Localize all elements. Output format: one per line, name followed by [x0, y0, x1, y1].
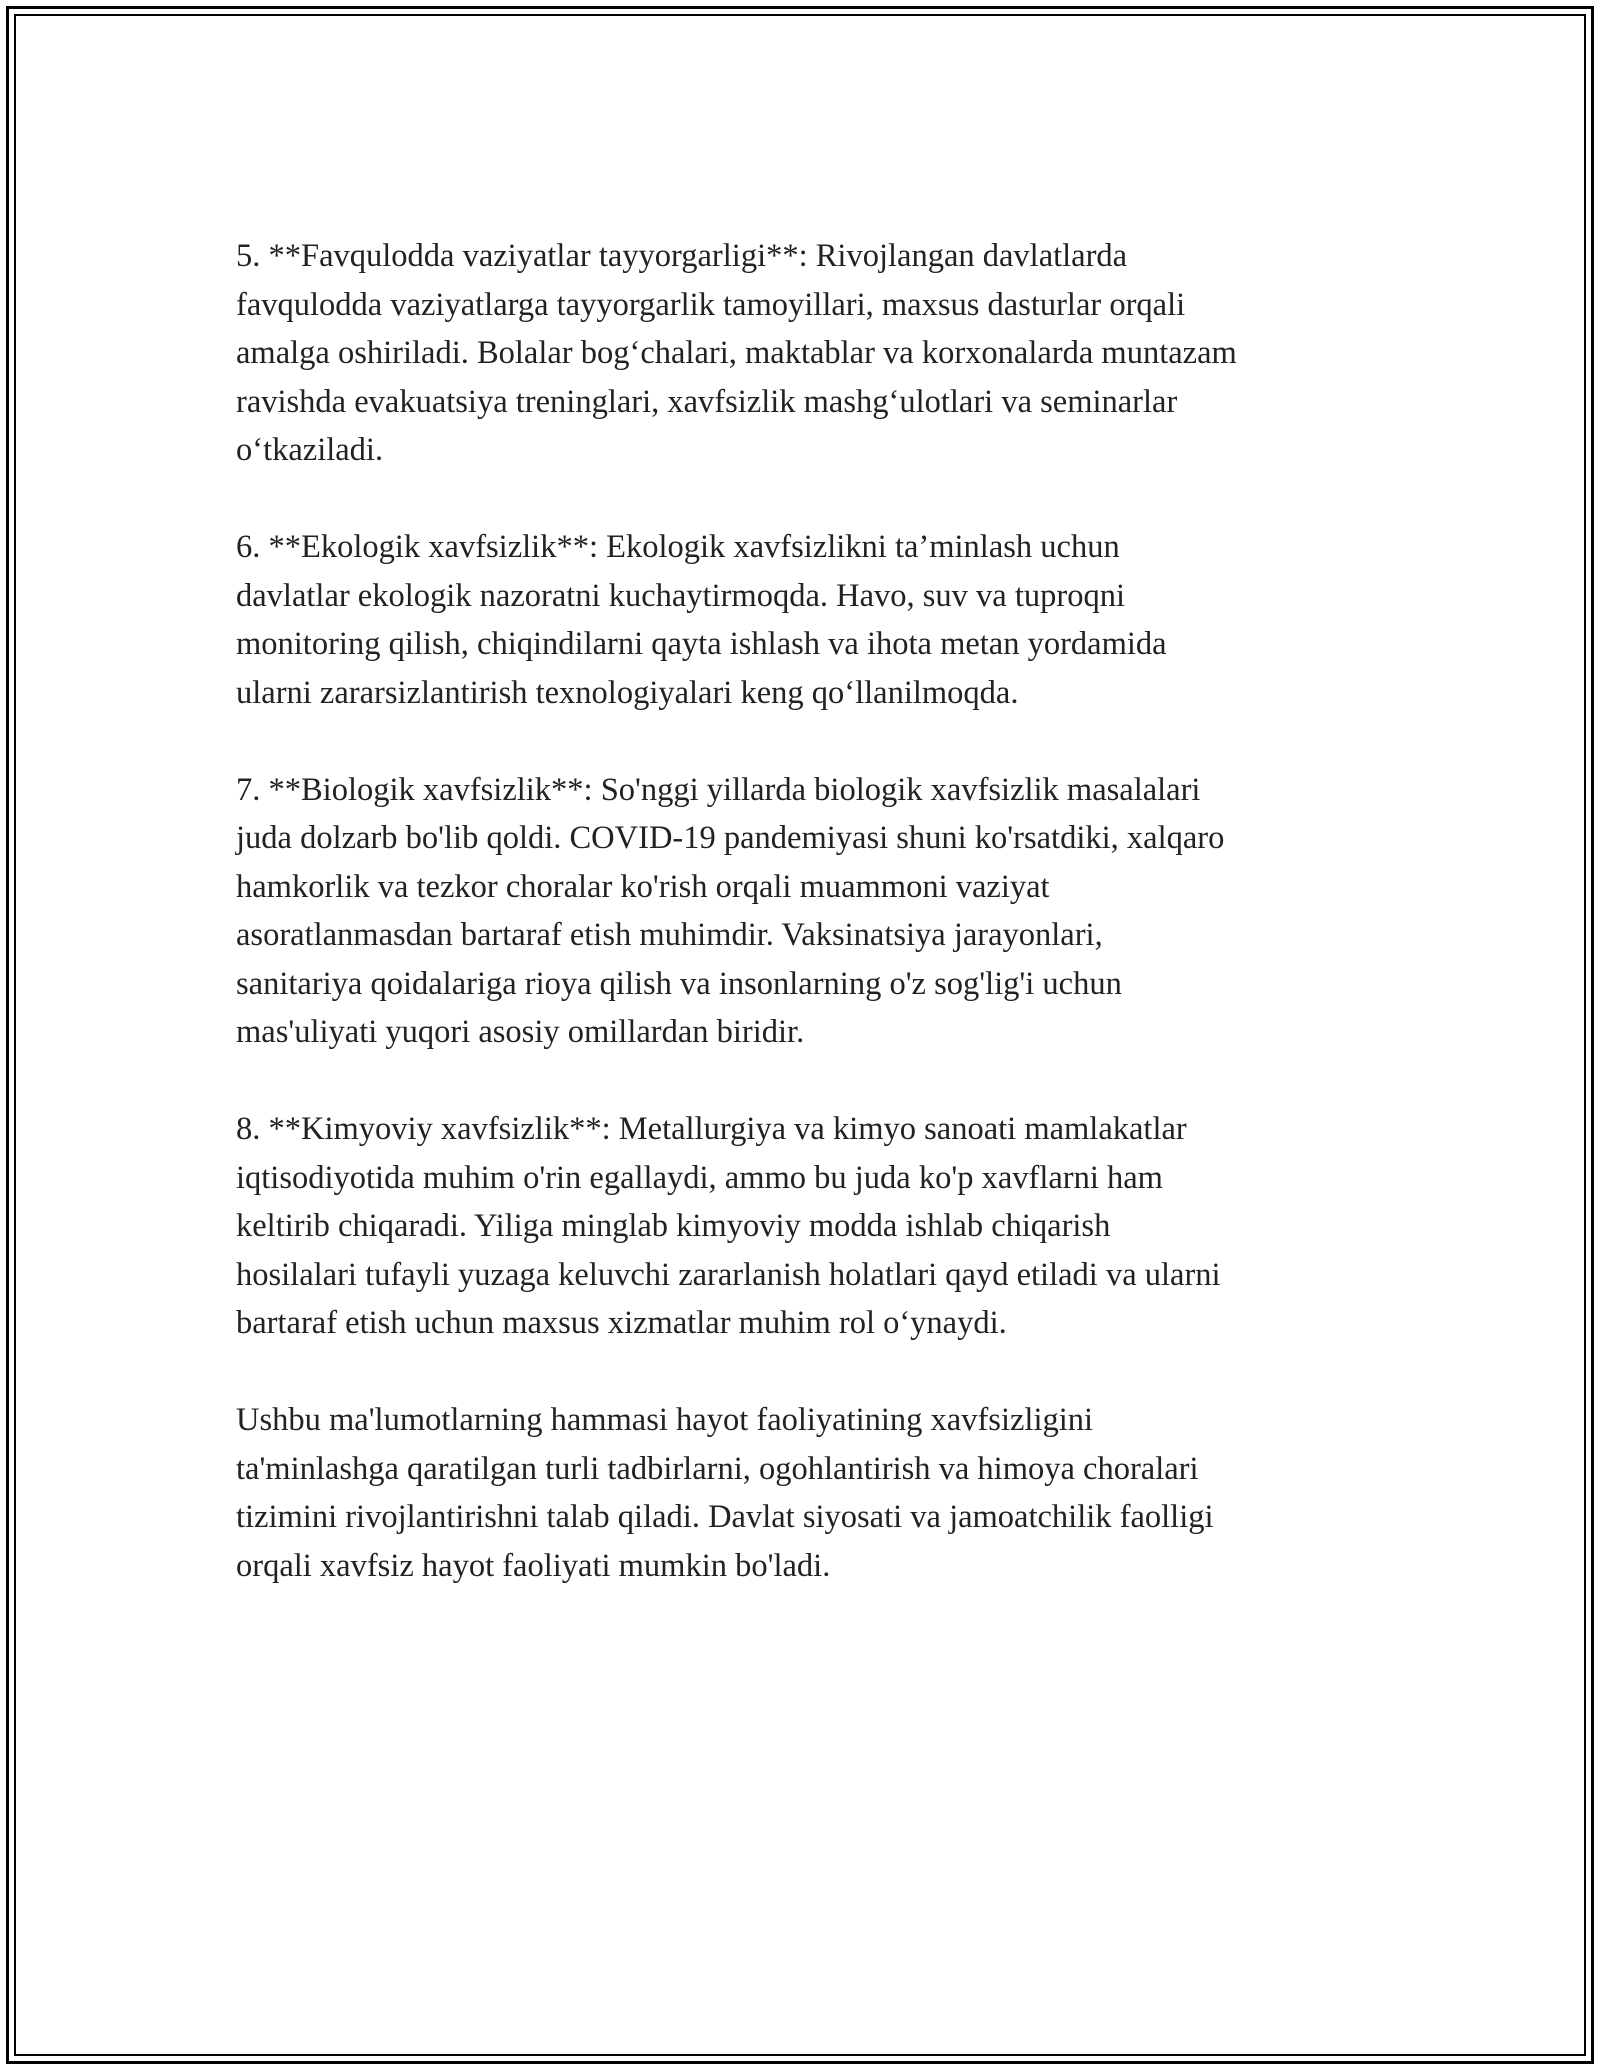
paragraph-emergency-preparedness: 5. **Favqulodda vaziyatlar tayyorgarligi**: Rivojlangan davlatlarda favqulodda vaziyatlarga tayyorgarlik tamoyillari, maxsus dasturlar orqali amalga oshiriladi. Bolalar bog‘chalari, maktablar va korxonalarda muntazam ravishda evakuatsiya treninglari, xavfsizlik mashg‘ulotlari va seminarlar o‘tkaziladi. — [236, 238, 1237, 468]
paragraph-biological-safety: 7. **Biologik xavfsizlik**: So'nggi yillarda biologik xavfsizlik masalalari juda dolzarb bo'lib qoldi. COVID-19 pandemiyasi shuni ko'rsatdiki, xalqaro hamkorlik va tezkor choralar ko'rish orqali muammoni vaziyat asoratlanmasdan bartaraf etish muhimdir. Vaksinatsiya jarayonlari, sanitariya qoidalariga rioya qilish va insonlarning o'z sog'lig'i uchun mas'uliyati yuqori asosiy omillardan biridir. — [236, 771, 1225, 1050]
paragraph-conclusion: Ushbu ma'lumotlarning hammasi hayot faoliyatining xavfsizligini ta'minlashga qaratilgan turli tadbirlarni, ogohlantirish va himoya choralari tizimini rivojlantirishni talab qiladi. Davlat siyosati va jamoatchilik faolligi orqali xavfsiz hayot faoliyati mumkin bo'ladi. — [236, 1402, 1214, 1584]
document-body — [236, 232, 1416, 1639]
paragraph-chemical-safety: 8. **Kimyoviy xavfsizlik**: Metallurgiya va kimyo sanoati mamlakatlar iqtisodiyotida muhim o'rin egallaydi, ammo bu juda ko'p xavflarni ham keltirib chiqaradi. Yiliga minglab kimyoviy modda ishlab chiqarish hosilalari tufayli yuzaga keluvchi zararlanish holatlari qayd etiladi va ularni bartaraf etish uchun maxsus xizmatlar muhim rol o‘ynaydi. — [236, 1111, 1221, 1341]
paragraph-ecological-safety: 6. **Ekologik xavfsizlik**: Ekologik xavfsizlikni ta’minlash uchun davlatlar ekologik nazoratni kuchaytirmoqda. Havo, suv va tuproqni monitoring qilish, chiqindilarni qayta ishlash va ihota metan yordamida ularni zararsizlantirish texnologiyalari keng qo‘llanilmoqda. — [236, 529, 1167, 711]
